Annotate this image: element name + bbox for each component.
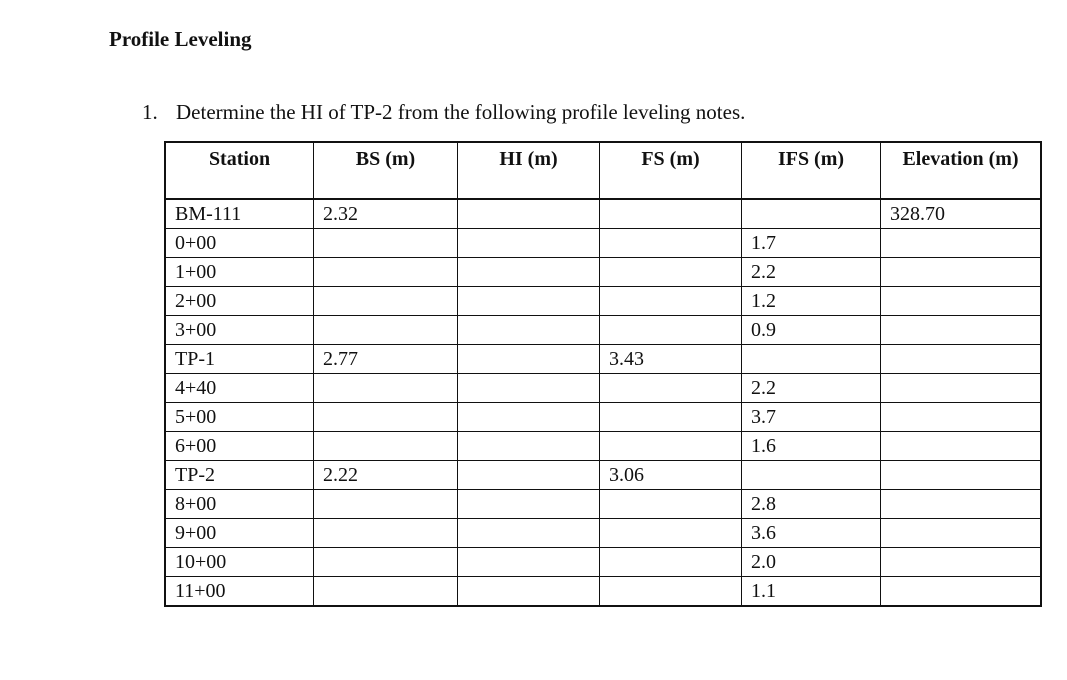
cell-bs (314, 490, 458, 519)
cell-hi (458, 258, 600, 287)
cell-bs: 2.32 (314, 199, 458, 229)
cell-fs (600, 316, 742, 345)
cell-elevation (881, 287, 1042, 316)
cell-hi (458, 461, 600, 490)
cell-station: TP-1 (165, 345, 314, 374)
question-text: Determine the HI of TP-2 from the following profile leveling notes. (176, 100, 746, 124)
cell-ifs: 1.7 (742, 229, 881, 258)
cell-fs (600, 229, 742, 258)
cell-bs (314, 229, 458, 258)
cell-bs: 2.22 (314, 461, 458, 490)
cell-elevation (881, 345, 1042, 374)
cell-bs (314, 403, 458, 432)
cell-hi (458, 490, 600, 519)
cell-station: 0+00 (165, 229, 314, 258)
cell-station: 8+00 (165, 490, 314, 519)
cell-hi (458, 199, 600, 229)
cell-bs (314, 258, 458, 287)
question-item (142, 99, 745, 125)
table-row (165, 548, 1041, 577)
header-hi: HI (m) (458, 142, 600, 199)
cell-hi (458, 577, 600, 607)
header-ifs: IFS (m) (742, 142, 881, 199)
header-station: Station (165, 142, 314, 199)
header-row (165, 142, 1041, 199)
table-row (165, 229, 1041, 258)
cell-ifs: 2.0 (742, 548, 881, 577)
cell-bs: 2.77 (314, 345, 458, 374)
cell-elevation (881, 229, 1042, 258)
cell-bs (314, 519, 458, 548)
table-row (165, 432, 1041, 461)
cell-fs: 3.06 (600, 461, 742, 490)
cell-elevation: 328.70 (881, 199, 1042, 229)
table-row (165, 258, 1041, 287)
cell-ifs (742, 461, 881, 490)
cell-ifs: 2.2 (742, 258, 881, 287)
cell-station: TP-2 (165, 461, 314, 490)
cell-fs (600, 403, 742, 432)
cell-station: BM-111 (165, 199, 314, 229)
cell-fs (600, 577, 742, 607)
cell-elevation (881, 432, 1042, 461)
table-row (165, 490, 1041, 519)
cell-ifs (742, 199, 881, 229)
cell-ifs: 1.1 (742, 577, 881, 607)
cell-bs (314, 432, 458, 461)
cell-station: 10+00 (165, 548, 314, 577)
cell-fs (600, 258, 742, 287)
cell-ifs: 0.9 (742, 316, 881, 345)
cell-elevation (881, 461, 1042, 490)
cell-elevation (881, 258, 1042, 287)
cell-ifs: 1.2 (742, 287, 881, 316)
cell-station: 6+00 (165, 432, 314, 461)
cell-station: 1+00 (165, 258, 314, 287)
cell-fs (600, 374, 742, 403)
cell-elevation (881, 403, 1042, 432)
table-body (165, 199, 1041, 606)
cell-elevation (881, 577, 1042, 607)
cell-ifs: 3.7 (742, 403, 881, 432)
cell-fs (600, 199, 742, 229)
cell-bs (314, 548, 458, 577)
cell-bs (314, 374, 458, 403)
cell-fs (600, 519, 742, 548)
cell-hi (458, 229, 600, 258)
cell-fs (600, 548, 742, 577)
cell-fs (600, 490, 742, 519)
cell-elevation (881, 316, 1042, 345)
table-header (165, 142, 1041, 199)
table-row (165, 199, 1041, 229)
table-row (165, 519, 1041, 548)
leveling-notes-table (164, 141, 1042, 607)
cell-bs (314, 577, 458, 607)
table-row (165, 345, 1041, 374)
cell-hi (458, 519, 600, 548)
cell-hi (458, 316, 600, 345)
cell-bs (314, 287, 458, 316)
table-row (165, 403, 1041, 432)
cell-station: 5+00 (165, 403, 314, 432)
cell-station: 3+00 (165, 316, 314, 345)
cell-ifs: 2.2 (742, 374, 881, 403)
cell-elevation (881, 490, 1042, 519)
cell-bs (314, 316, 458, 345)
header-elevation: Elevation (m) (881, 142, 1042, 199)
question-number: 1. (142, 100, 158, 124)
header-bs: BS (m) (314, 142, 458, 199)
cell-hi (458, 374, 600, 403)
table-row (165, 577, 1041, 607)
cell-station: 11+00 (165, 577, 314, 607)
cell-ifs: 3.6 (742, 519, 881, 548)
cell-fs: 3.43 (600, 345, 742, 374)
header-fs: FS (m) (600, 142, 742, 199)
cell-hi (458, 432, 600, 461)
cell-elevation (881, 548, 1042, 577)
table-row (165, 374, 1041, 403)
cell-hi (458, 345, 600, 374)
cell-fs (600, 432, 742, 461)
cell-station: 2+00 (165, 287, 314, 316)
cell-hi (458, 287, 600, 316)
cell-ifs: 1.6 (742, 432, 881, 461)
cell-station: 9+00 (165, 519, 314, 548)
cell-station: 4+40 (165, 374, 314, 403)
cell-elevation (881, 519, 1042, 548)
section-heading: Profile Leveling (109, 27, 252, 51)
cell-hi (458, 548, 600, 577)
cell-ifs: 2.8 (742, 490, 881, 519)
cell-elevation (881, 374, 1042, 403)
cell-ifs (742, 345, 881, 374)
table-row (165, 316, 1041, 345)
table-row (165, 287, 1041, 316)
table-row (165, 461, 1041, 490)
cell-fs (600, 287, 742, 316)
cell-hi (458, 403, 600, 432)
